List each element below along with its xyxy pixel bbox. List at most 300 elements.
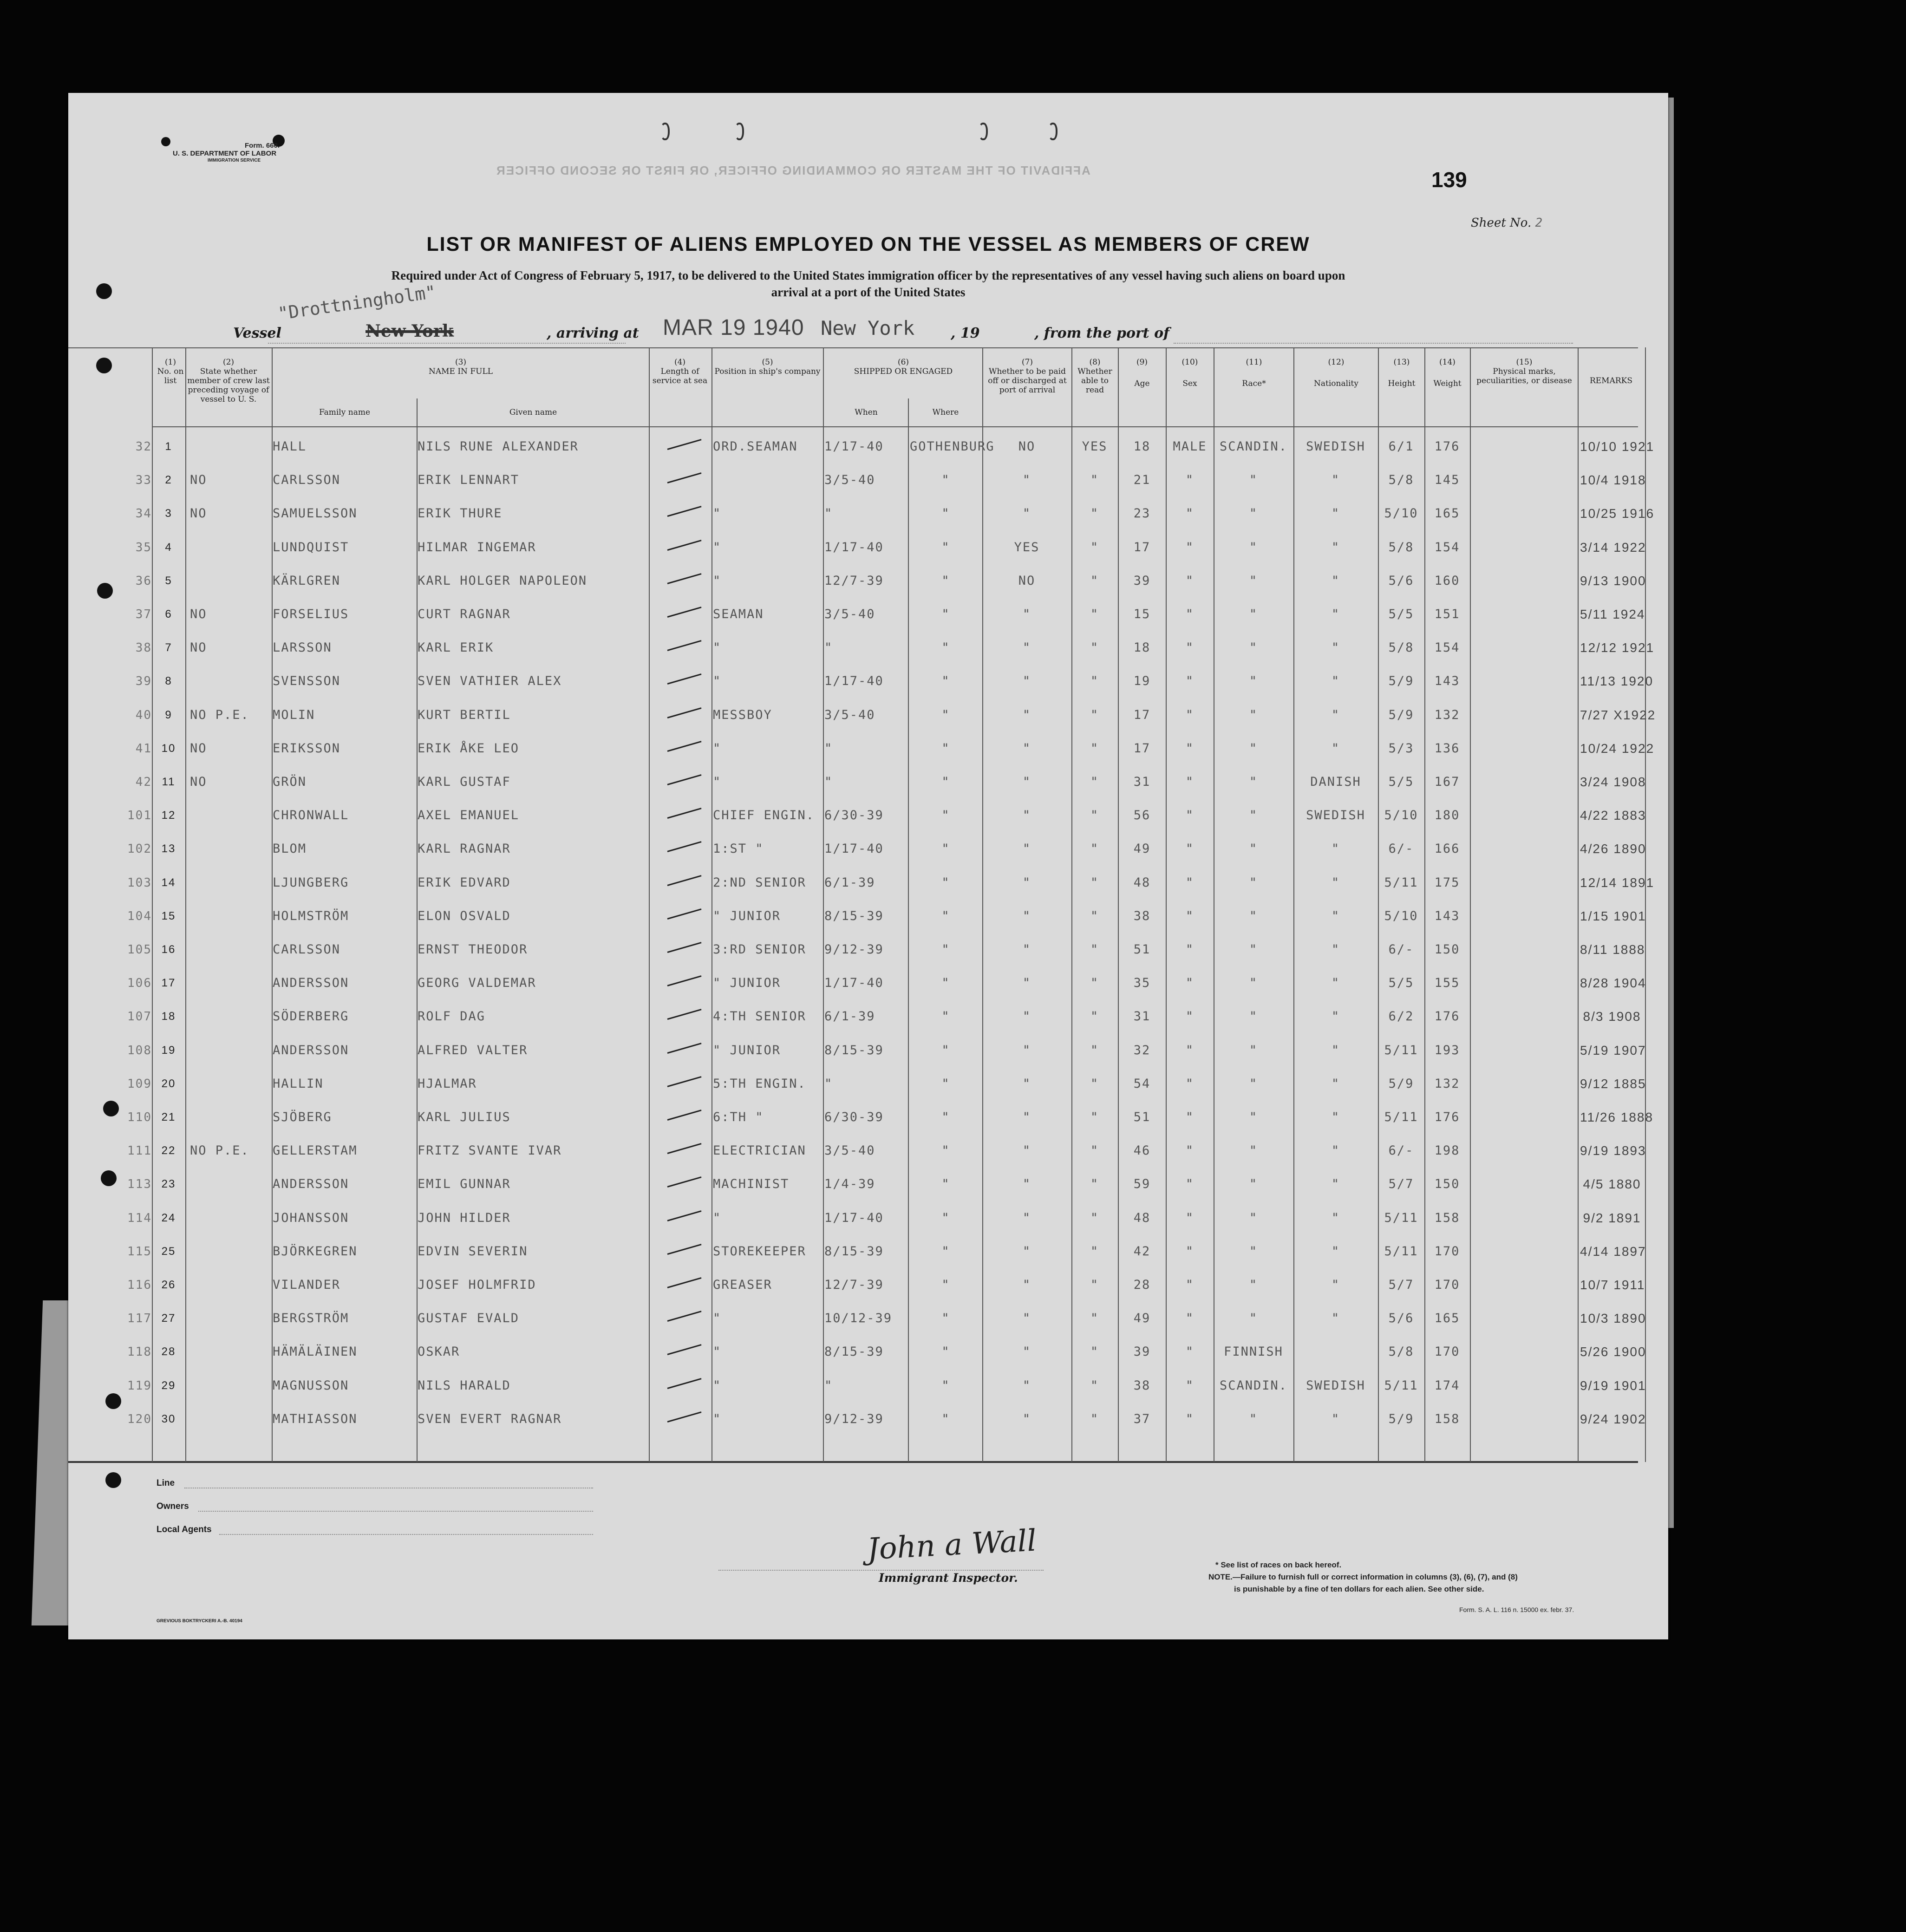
cell-remarks: 12/12 1921 — [1580, 640, 1655, 655]
cell-age: 46 — [1133, 1143, 1151, 1158]
cell-age: 15 — [1133, 607, 1151, 621]
vessel-dotted-line — [268, 343, 626, 344]
cell-position: " — [713, 1345, 722, 1359]
cell-no: 12 — [161, 809, 176, 822]
cell-paid: " — [1022, 1177, 1031, 1192]
cell-age: 59 — [1133, 1177, 1151, 1192]
cell-where: " — [941, 1177, 950, 1192]
cell-when: " — [824, 640, 833, 655]
cell-given: ERIK THURE — [418, 506, 503, 521]
col-height-header: (13) Height — [1388, 358, 1416, 388]
cell-given: KURT BERTIL — [418, 707, 511, 722]
local-agents-label: Local Agents — [157, 1525, 212, 1534]
cell-sex: " — [1185, 1177, 1195, 1192]
cell-nat: " — [1331, 607, 1340, 621]
cell-nat: " — [1331, 1311, 1340, 1326]
cell-height: 5/10 — [1384, 908, 1418, 923]
cell-position: 4:TH SENIOR — [713, 1009, 806, 1024]
service-tick-mark — [667, 842, 702, 853]
cell-sex: " — [1185, 1378, 1195, 1393]
cell-remarks: 9/13 1900 — [1580, 573, 1646, 588]
cell-when: 3/5-40 — [824, 473, 875, 488]
cell-when: 3/5-40 — [824, 607, 875, 621]
cell-read: " — [1090, 842, 1099, 856]
cell-weight: 158 — [1434, 1210, 1460, 1225]
cell-weight: 160 — [1434, 573, 1460, 588]
cell-family: HOLMSTRÖM — [273, 908, 349, 923]
owners-label: Owners — [157, 1501, 189, 1511]
punch-hole — [105, 1472, 121, 1488]
cell-paid: " — [1022, 1076, 1031, 1091]
manifest-sheet — [68, 93, 1668, 1639]
col-nationality-header: (12) Nationality — [1314, 358, 1358, 388]
service-tick-mark — [667, 1244, 702, 1255]
cell-family: BERGSTRÖM — [273, 1311, 349, 1326]
cell-given: FRITZ SVANTE IVAR — [418, 1143, 562, 1158]
crew-row — [68, 933, 1668, 966]
cell-read: " — [1090, 1378, 1099, 1393]
cell-read: " — [1090, 808, 1099, 823]
cell-prev: NO — [190, 607, 207, 621]
cell-nat: " — [1331, 1110, 1340, 1124]
cell-race: " — [1249, 741, 1258, 756]
cell-when: 10/12-39 — [824, 1311, 893, 1326]
header-bottom-rule — [152, 426, 1638, 427]
cell-age: 37 — [1133, 1411, 1151, 1426]
cell-where: " — [941, 1378, 950, 1393]
cell-read: " — [1090, 741, 1099, 756]
cell-sex: " — [1185, 1210, 1195, 1225]
cell-nat: " — [1331, 908, 1340, 923]
cell-no: 8 — [165, 675, 172, 688]
cell-race: " — [1249, 506, 1258, 521]
cell-position: " — [713, 640, 722, 655]
service-tick-mark — [667, 875, 702, 886]
cell-where: " — [941, 976, 950, 991]
cell-family: HALL — [273, 439, 307, 454]
page-number: 139 — [1431, 168, 1467, 192]
cell-weight: 132 — [1434, 1076, 1460, 1091]
cell-remarks: 9/19 1893 — [1580, 1143, 1646, 1158]
cell-position: " — [713, 674, 722, 689]
line-label: Line — [157, 1478, 175, 1488]
crew-row — [68, 765, 1668, 799]
cell-age: 38 — [1133, 1378, 1151, 1393]
cell-height: 6/1 — [1388, 439, 1414, 454]
cell-prev — [190, 1000, 271, 1033]
cell-read: " — [1090, 707, 1099, 722]
cell-given: ERIK LENNART — [418, 473, 520, 488]
cell-age: 48 — [1133, 1210, 1151, 1225]
cell-weight: 150 — [1434, 1177, 1460, 1192]
service-tick-mark — [667, 808, 702, 819]
cell-sex: MALE — [1173, 439, 1207, 454]
cell-given: KARL ERIK — [418, 640, 494, 655]
cell-race: " — [1249, 775, 1258, 789]
cell-position: " — [713, 1210, 722, 1225]
cell-paid: " — [1022, 674, 1031, 689]
cell-margin: 105 — [127, 943, 152, 957]
cell-height: 5/11 — [1384, 1244, 1418, 1259]
service-tick-mark — [667, 1378, 702, 1389]
cell-position: 5:TH ENGIN. — [713, 1076, 806, 1091]
table-bottom-rule — [68, 1461, 1638, 1463]
cell-height: 5/5 — [1388, 976, 1414, 991]
cell-family: HALLIN — [273, 1076, 324, 1091]
crew-row — [68, 1000, 1668, 1033]
cell-no: 22 — [161, 1144, 176, 1157]
cell-read: " — [1090, 1076, 1099, 1091]
cell-remarks: 9/19 1901 — [1580, 1378, 1646, 1393]
cell-sex: " — [1185, 842, 1195, 856]
service-tick-mark — [667, 1210, 702, 1221]
cell-height: 5/7 — [1388, 1177, 1414, 1192]
cell-weight: 132 — [1434, 707, 1460, 722]
col-service-header: (4) Length of service at sea — [652, 358, 708, 385]
cell-sex: " — [1185, 473, 1195, 488]
manifest-title: LIST OR MANIFEST OF ALIENS EMPLOYED ON THE VESSEL AS MEMBERS OF CREW — [426, 233, 1310, 255]
cell-race: " — [1249, 1244, 1258, 1259]
cell-height: 5/9 — [1388, 707, 1414, 722]
cell-family: SVENSSON — [273, 674, 341, 689]
cell-margin: 38 — [135, 641, 152, 655]
printer-line: GREVIOUS BOKTRYCKERI A.-B. 40194 — [157, 1619, 242, 1624]
cell-where: " — [941, 707, 950, 722]
cell-remarks: 4/5 1880 — [1583, 1177, 1641, 1192]
cell-remarks: 5/19 1907 — [1580, 1043, 1646, 1057]
col-remarks-header: REMARKS — [1589, 376, 1633, 385]
cell-no: 16 — [161, 943, 176, 956]
cell-family: LARSSON — [273, 640, 332, 655]
crew-row — [68, 631, 1668, 665]
col-physical-marks-header: (15) Physical marks, peculiarities, or disease — [1476, 358, 1572, 385]
cell-paid: " — [1022, 1143, 1031, 1158]
cell-sex: " — [1185, 573, 1195, 588]
cell-age: 49 — [1133, 1311, 1151, 1326]
cell-prev — [190, 832, 271, 866]
cell-age: 49 — [1133, 842, 1151, 856]
cell-given: ERNST THEODOR — [418, 942, 528, 957]
cell-age: 23 — [1133, 506, 1151, 521]
service-tick-mark — [667, 908, 702, 920]
cell-family: ERIKSSON — [273, 741, 341, 756]
cell-sex: " — [1185, 674, 1195, 689]
cell-when: 1/17-40 — [824, 540, 884, 555]
cell-nat: " — [1331, 640, 1340, 655]
cell-where: " — [941, 1311, 950, 1326]
cell-weight: 175 — [1434, 875, 1460, 890]
cell-when: 9/12-39 — [824, 1411, 884, 1426]
cell-height: 6/- — [1388, 942, 1414, 957]
cell-paid: " — [1022, 607, 1031, 621]
service-tick-mark — [667, 1411, 702, 1423]
crew-rows — [68, 430, 1668, 1452]
cell-prev: NO — [190, 741, 207, 756]
cell-height: 5/9 — [1388, 674, 1414, 689]
cell-position: SEAMAN — [713, 607, 764, 621]
cell-where: " — [941, 741, 950, 756]
cell-age: 31 — [1133, 775, 1151, 789]
service-tick-mark — [667, 1177, 702, 1188]
cell-paid: " — [1022, 1378, 1031, 1393]
cell-position: " JUNIOR — [713, 976, 781, 991]
cell-remarks: 10/25 1916 — [1580, 506, 1655, 521]
from-port-dotted-line — [1174, 343, 1573, 344]
cell-prev — [190, 1403, 271, 1436]
cell-prev — [190, 933, 271, 966]
cell-race: " — [1249, 1210, 1258, 1225]
cell-race: " — [1249, 1177, 1258, 1192]
cell-position: MACHINIST — [713, 1177, 790, 1192]
cell-age: 39 — [1133, 573, 1151, 588]
col-given-name-header: Given name — [509, 408, 557, 417]
cell-paid: " — [1022, 875, 1031, 890]
cell-no: 5 — [165, 574, 172, 587]
cell-no: 28 — [161, 1345, 176, 1358]
cell-position: MESSBOY — [713, 707, 772, 722]
cell-nat: " — [1331, 540, 1340, 555]
cell-when: 1/17-40 — [824, 674, 884, 689]
cell-when: 6/1-39 — [824, 1009, 875, 1024]
cell-where: " — [941, 808, 950, 823]
cell-read: " — [1090, 908, 1099, 923]
cell-weight: 165 — [1434, 1311, 1460, 1326]
cell-where: " — [941, 506, 950, 521]
manifest-subtitle-2: arrival at a port of the United States — [771, 285, 966, 299]
cell-remarks: 10/7 1911 — [1580, 1278, 1645, 1292]
cell-weight: 154 — [1434, 640, 1460, 655]
cell-sex: " — [1185, 607, 1195, 621]
cell-margin: 104 — [127, 909, 152, 923]
crew-row — [68, 598, 1668, 631]
inspector-signature: John a Wall — [866, 1523, 1038, 1567]
cell-race: " — [1249, 1110, 1258, 1124]
cell-read: " — [1090, 607, 1099, 621]
cell-nat: " — [1331, 976, 1340, 991]
cell-when: 1/17-40 — [824, 439, 884, 454]
service-tick-mark — [667, 774, 702, 785]
cell-race: " — [1249, 1311, 1258, 1326]
cell-where: " — [941, 674, 950, 689]
cell-race: " — [1249, 1143, 1258, 1158]
cell-weight: 174 — [1434, 1378, 1460, 1393]
cell-margin: 109 — [127, 1077, 152, 1091]
cell-position: " — [713, 775, 722, 789]
cell-race: " — [1249, 842, 1258, 856]
cell-family: BLOM — [273, 842, 307, 856]
staple-mark — [979, 123, 988, 140]
service-label: IMMIGRATION SERVICE — [208, 158, 261, 163]
cell-sex: " — [1185, 1244, 1195, 1259]
col-read-header: (8) Whether able to read — [1077, 358, 1112, 395]
cell-nat: SWEDISH — [1306, 1378, 1365, 1393]
cell-paid: " — [1022, 1278, 1031, 1292]
inspector-label: Immigrant Inspector. — [879, 1571, 1018, 1585]
cell-read: " — [1090, 1043, 1099, 1057]
arrival-date-stamp: MAR 19 1940 — [663, 315, 804, 340]
cell-race: SCANDIN. — [1219, 1378, 1288, 1393]
cell-nat: SWEDISH — [1306, 808, 1365, 823]
cell-race: " — [1249, 674, 1258, 689]
cell-height: 5/11 — [1384, 875, 1418, 890]
cell-no: 18 — [161, 1010, 176, 1023]
cell-no: 1 — [165, 440, 172, 453]
service-tick-mark — [667, 1076, 702, 1087]
cell-family: LJUNGBERG — [273, 875, 349, 890]
col-when-header: When — [855, 408, 878, 417]
cell-paid: " — [1022, 942, 1031, 957]
cell-when: 1/17-40 — [824, 1210, 884, 1225]
cell-given: HJALMAR — [418, 1076, 477, 1091]
cell-given: NILS HARALD — [418, 1378, 511, 1393]
cell-family: JOHANSSON — [273, 1210, 349, 1225]
cell-given: GUSTAF EVALD — [418, 1311, 520, 1326]
cell-read: " — [1090, 540, 1099, 555]
cell-sex: " — [1185, 875, 1195, 890]
cell-position: ELECTRICIAN — [713, 1143, 806, 1158]
cell-paid: NO — [1018, 573, 1036, 588]
service-tick-mark — [667, 1110, 702, 1121]
cell-where: " — [941, 775, 950, 789]
cell-sex: " — [1185, 976, 1195, 991]
cell-nat: " — [1331, 707, 1340, 722]
cell-weight: 170 — [1434, 1345, 1460, 1359]
cell-age: 18 — [1133, 640, 1151, 655]
cell-family: MAGNUSSON — [273, 1378, 349, 1393]
cell-sex: " — [1185, 540, 1195, 555]
service-tick-mark — [667, 1043, 702, 1054]
cell-no: 10 — [161, 742, 176, 755]
cell-no: 29 — [161, 1379, 176, 1392]
cell-read: " — [1090, 506, 1099, 521]
cell-family: KÄRLGREN — [273, 573, 341, 588]
crew-row — [68, 732, 1668, 765]
service-tick-mark — [667, 1311, 702, 1322]
service-tick-mark — [667, 1009, 702, 1020]
year-label: , 19 — [951, 325, 980, 341]
cell-sex: " — [1185, 1345, 1195, 1359]
crew-row — [68, 1302, 1668, 1335]
cell-remarks: 11/26 1888 — [1580, 1110, 1654, 1124]
cell-nat — [1294, 1335, 1377, 1369]
cell-read: " — [1090, 573, 1099, 588]
cell-family: CARLSSON — [273, 942, 341, 957]
crew-row — [68, 900, 1668, 933]
department-label: U. S. DEPARTMENT OF LABOR — [173, 150, 277, 157]
cell-weight: 198 — [1434, 1143, 1460, 1158]
cell-when: 1/4-39 — [824, 1177, 875, 1192]
cell-prev: NO P.E. — [190, 707, 249, 722]
cell-where: " — [941, 875, 950, 890]
cell-where: " — [941, 1143, 950, 1158]
cell-weight: 176 — [1434, 1009, 1460, 1024]
cell-age: 18 — [1133, 439, 1151, 454]
cell-given: JOSEF HOLMFRID — [418, 1278, 536, 1292]
cell-race: " — [1249, 942, 1258, 957]
cell-paid: " — [1022, 640, 1031, 655]
cell-margin: 113 — [127, 1177, 152, 1192]
cell-remarks: 9/12 1885 — [1580, 1076, 1646, 1091]
cell-nat: " — [1331, 506, 1340, 521]
cell-sex: " — [1185, 707, 1195, 722]
cell-family: SJÖBERG — [273, 1110, 332, 1124]
cell-read: " — [1090, 1278, 1099, 1292]
cell-given: ERIK EDVARD — [418, 875, 511, 890]
cell-position: " — [713, 741, 722, 756]
cell-no: 7 — [165, 641, 172, 654]
cell-weight: 150 — [1434, 942, 1460, 957]
cell-paid: " — [1022, 775, 1031, 789]
service-tick-mark — [667, 506, 702, 517]
cell-height: 5/5 — [1388, 607, 1414, 621]
cell-no: 25 — [161, 1245, 176, 1258]
cell-read: " — [1090, 1009, 1099, 1024]
crew-row — [68, 1034, 1668, 1067]
cell-weight: 193 — [1434, 1043, 1460, 1057]
crew-row — [68, 1403, 1668, 1436]
cell-prev — [190, 1302, 271, 1335]
crew-row — [68, 497, 1668, 530]
cell-margin: 40 — [135, 708, 152, 722]
staple-mark — [735, 123, 744, 140]
cell-margin: 103 — [127, 875, 152, 890]
crew-row — [68, 564, 1668, 598]
cell-paid: " — [1022, 1411, 1031, 1426]
cell-paid: " — [1022, 506, 1031, 521]
cell-race: " — [1249, 707, 1258, 722]
cell-given: GEORG VALDEMAR — [418, 976, 536, 991]
cell-remarks: 10/24 1922 — [1580, 741, 1655, 756]
cell-age: 17 — [1133, 707, 1151, 722]
cell-prev — [190, 799, 271, 832]
cell-margin: 107 — [127, 1010, 152, 1024]
cell-paid: " — [1022, 1009, 1031, 1024]
cell-no: 11 — [162, 776, 176, 788]
cell-position: " — [713, 573, 722, 588]
cell-no: 17 — [161, 977, 176, 990]
cell-where: " — [941, 1076, 950, 1091]
cell-height: 5/9 — [1388, 1076, 1414, 1091]
cell-race: FINNISH — [1224, 1345, 1283, 1359]
cell-family: CARLSSON — [273, 473, 341, 488]
cell-read: " — [1090, 942, 1099, 957]
cell-weight: 143 — [1434, 908, 1460, 923]
cell-weight: 176 — [1434, 1110, 1460, 1124]
service-tick-mark — [667, 573, 702, 584]
cell-prev: NO — [190, 640, 207, 655]
cell-sex: " — [1185, 506, 1195, 521]
cell-read: " — [1090, 875, 1099, 890]
form-number: Form. 660. — [245, 142, 280, 150]
cell-remarks: 4/22 1883 — [1580, 808, 1646, 823]
cell-remarks: 10/3 1890 — [1580, 1311, 1646, 1326]
cell-when: 12/7-39 — [824, 573, 884, 588]
cell-weight: 167 — [1434, 775, 1460, 789]
cell-margin: 108 — [127, 1043, 152, 1057]
service-tick-mark — [667, 607, 702, 618]
crew-row — [68, 1201, 1668, 1235]
cell-age: 17 — [1133, 540, 1151, 555]
cell-no: 13 — [161, 842, 176, 855]
crew-row — [68, 1101, 1668, 1134]
table-top-rule — [68, 347, 1638, 348]
cell-position: " — [713, 540, 722, 555]
crew-row — [68, 866, 1668, 900]
cell-family: SAMUELSSON — [273, 506, 358, 521]
col-name-header: (3) NAME IN FULL — [428, 358, 493, 376]
cell-nat: " — [1331, 473, 1340, 488]
cell-position: " JUNIOR — [713, 1043, 781, 1057]
